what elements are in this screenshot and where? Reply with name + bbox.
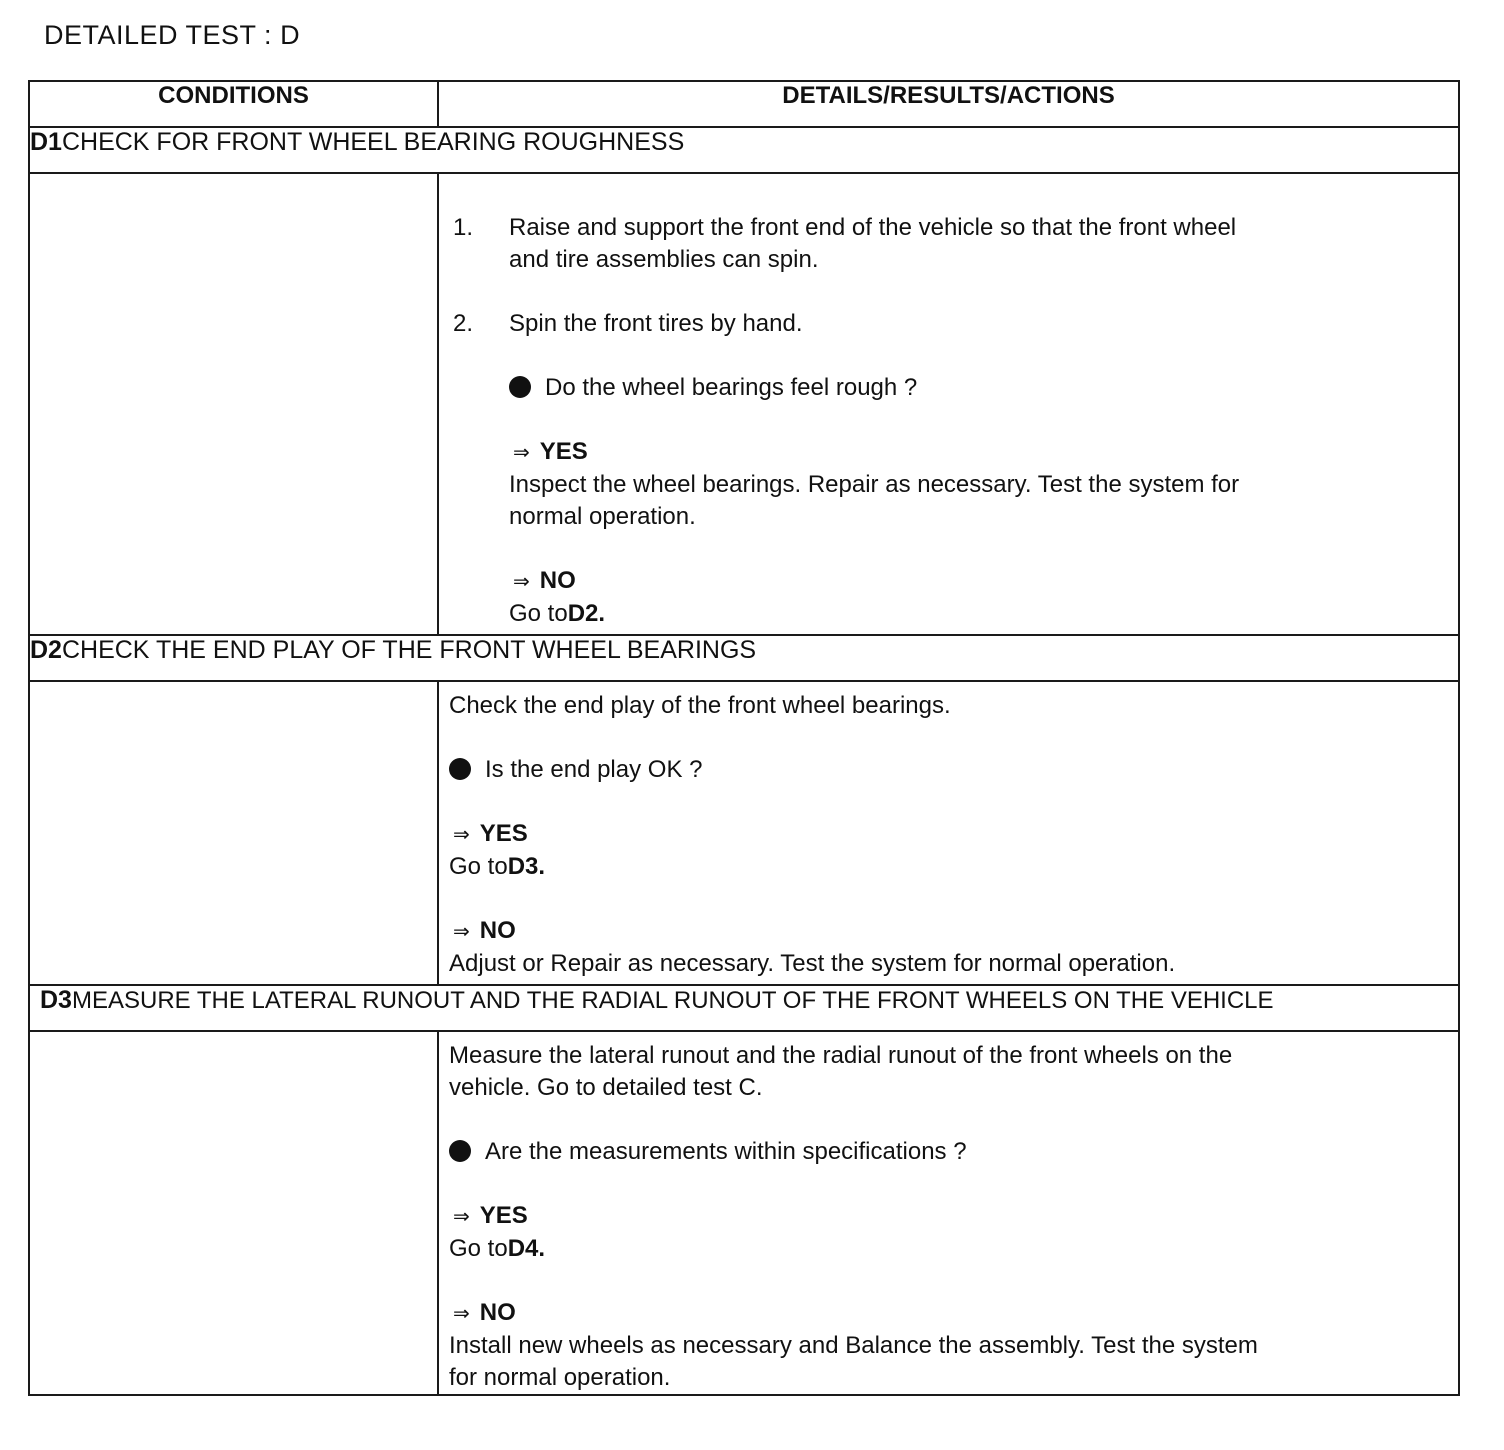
- d2-question: Is the end play OK ?: [449, 754, 1458, 786]
- step-d2-body-row: [29, 681, 1459, 985]
- implies-arrow-icon: ⇒: [453, 824, 470, 846]
- implies-arrow-icon: ⇒: [453, 921, 470, 943]
- d1-no-ref: D2.: [567, 600, 606, 627]
- step-d1-conditions-cell: [29, 173, 438, 635]
- step-d1-details-cell: [438, 173, 1459, 635]
- step-d2-details-cell: [438, 681, 1459, 985]
- d3-no-action: Install new wheels as necessary and Balance the assembly. Test the system for normal operation.: [449, 1332, 1258, 1391]
- step-d3-details-cell: [438, 1031, 1459, 1395]
- d1-step-2-number: 2.: [453, 310, 474, 337]
- implies-arrow-icon: ⇒: [513, 571, 530, 593]
- d1-step-2: [453, 308, 1458, 340]
- step-d1-id: D1: [30, 128, 62, 156]
- implies-arrow-icon: ⇒: [513, 442, 530, 464]
- implies-arrow-icon: ⇒: [453, 1206, 470, 1228]
- step-d2-title: CHECK THE END PLAY OF THE FRONT WHEEL BEARINGS: [61, 636, 757, 664]
- step-d1-title: CHECK FOR FRONT WHEEL BEARING ROUGHNESS: [61, 128, 685, 156]
- conditions-column-header: CONDITIONS: [29, 81, 438, 127]
- step-d3-id: D3: [40, 986, 72, 1014]
- d3-yes-label: YES: [479, 1202, 528, 1229]
- step-d2-id: D2: [30, 636, 62, 664]
- d1-step-1: [453, 212, 1253, 276]
- step-d2-title-row: [29, 635, 1459, 681]
- d1-question: Do the wheel bearings feel rough ?: [509, 372, 1458, 404]
- d2-no-action: Adjust or Repair as necessary. Test the system for normal operation.: [449, 950, 1176, 977]
- step-d2-conditions-cell: [29, 681, 438, 985]
- step-d3-title: MEASURE THE LATERAL RUNOUT AND THE RADIAL RUNOUT OF THE FRONT WHEELS ON THE VEHICLE: [71, 987, 1274, 1014]
- d2-no-label: NO: [479, 917, 516, 944]
- detailed-test-table: [28, 80, 1460, 1396]
- step-d3-title-row: [29, 985, 1459, 1031]
- step-d1-title-row: [29, 127, 1459, 173]
- d1-step-1-number: 1.: [453, 214, 474, 241]
- d1-yes-label: YES: [539, 438, 588, 465]
- d1-no-prefix: Go to: [509, 600, 568, 627]
- d1-step-1-text: Raise and support the front end of the vehicle so that the front wheel and tire assemblies can spin.: [509, 214, 1237, 273]
- d3-no-label: NO: [479, 1299, 516, 1326]
- d1-step-2-text: Spin the front tires by hand.: [509, 310, 803, 337]
- d2-yes-prefix: Go to: [449, 853, 508, 880]
- d1-yes-action: Inspect the wheel bearings. Repair as necessary. Test the system for normal operation.: [509, 471, 1240, 530]
- details-column-header: DETAILS/RESULTS/ACTIONS: [438, 81, 1459, 127]
- d3-question: Are the measurements within specifications ?: [449, 1136, 1458, 1168]
- d1-no-label: NO: [539, 567, 576, 594]
- d2-instruction: Check the end play of the front wheel bearings.: [449, 692, 951, 719]
- d2-yes-ref: D3.: [507, 853, 546, 880]
- d3-yes-ref: D4.: [507, 1235, 546, 1262]
- d3-yes-prefix: Go to: [449, 1235, 508, 1262]
- step-d1-body-row: [29, 173, 1459, 635]
- table-header-row: [29, 81, 1459, 127]
- page-title: DETAILED TEST : D: [44, 20, 301, 50]
- step-d3-conditions-cell: [29, 1031, 438, 1395]
- d2-yes-label: YES: [479, 820, 528, 847]
- implies-arrow-icon: ⇒: [453, 1303, 470, 1325]
- d3-instruction: Measure the lateral runout and the radial runout of the front wheels on the vehicle. Go to detailed test C.: [449, 1042, 1233, 1101]
- step-d3-body-row: [29, 1031, 1459, 1395]
